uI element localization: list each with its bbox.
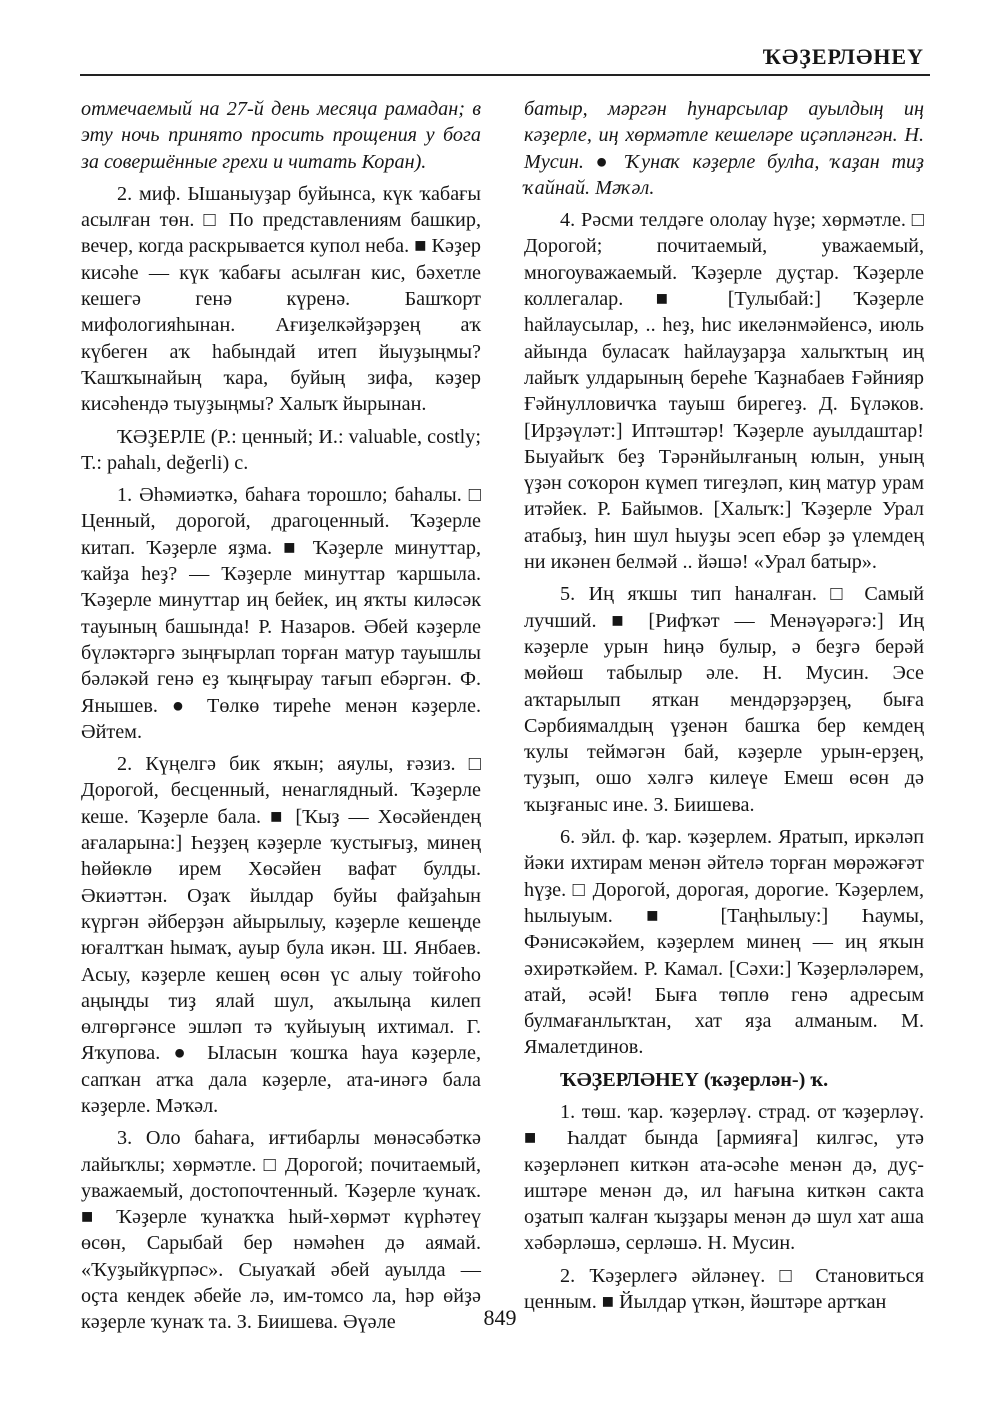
left-block-1 bbox=[81, 181, 481, 418]
right-block-5 bbox=[524, 1099, 924, 1257]
page-number: 849 bbox=[483, 1305, 517, 1330]
left-block-5-text: 3. Оло баһаға, иғтибарлы мөнәсәбәткә лайыҡлы; хөрмәтле. □ Дорогой; почитаемый, уважаемый, достопочтенный. Ҡәҙерле ҡунаҡ. ■ Ҡәҙерле ҡунаҡҡа һый-хөрмәт күрһәтеү өсөн, Сарыбай бер нәмәһен дә аямай. «Ҡуҙыйкүрпәс». Сыуаҡай әбей ауылда — оҫта кендек әбейе лә, им-томсо ла, һәр өйҙә кәҙерле ҡунаҡ та. З. Биишева. Әүәле bbox=[81, 1127, 481, 1334]
left-block-2 bbox=[81, 424, 481, 477]
left-block-0 bbox=[81, 96, 481, 175]
right-block-3 bbox=[524, 824, 924, 1061]
right-block-0 bbox=[524, 96, 924, 201]
left-block-3-text: 1. Әһәмиәткә, баһаға торошло; баһалы. □ Ценный, дорогой, драгоценный. Ҡәҙерле китап. Ҡәҙерле яҙма. ■ Ҡәҙерле минуттар, ҡайҙа һеҙ? — Ҡәҙерле минуттар ҡаршыла. Ҡәҙерле минуттар иң бейек, иң яҡты киләсәк тауының башында! Р. Назаров. Әбей кәҙерле бүләктәргә зыңғырлап торған матур тауышлы бәләкәй генә еҙ ҡыңғырау тағып ебәргән. Ф. Янышев. ● Төлкө тиреһе менән кәҙерле. Әйтем. bbox=[81, 484, 481, 743]
left-block-2-text: ҠӘҘЕРЛЕ (Р.: ценный; И.: valuable, costly; Т.: pahalı, değerli) с. bbox=[81, 425, 481, 474]
left-block-3 bbox=[81, 482, 481, 745]
right-column bbox=[524, 96, 924, 1315]
right-block-1-text: 4. Рәсми телдәге ололау һүҙе; хөрмәтле. □ Дорогой; почитаемый, уважаемый, многоуважаемый. Ҡәҙерле дуҫтар. Ҡәҙерле коллегалар. ■ [Тулыбай:] Ҡәҙерле һайлаусылар, .. һеҙ, һис икеләнмәйенсә, июль айында буласаҡ һайлауҙарҙа халыҡтың иң лайыҡ улдарының береһе Ҡаҙнабаев Ғәйнияр Ғәйнулловичҡа тауыш бирегеҙ. Д. Бүләков. [Ирҙәүләт:] Иптәштәр! Ҡәҙерле ауылдаштар! Быуайыҡ беҙ Тәрәнйылғаның юлын, уның үҙән соҡорон күмеп тигеҙләп, киң матур урам итәйек. Р. Байымов. [Халыҡ:] Ҡәҙерле Урал атабыҙ, һин шул һыуҙы эсеп ебәр ҙә үлемдең ни икәнен белмәй .. йәшә! «Урал батыр». bbox=[524, 209, 924, 574]
left-block-4 bbox=[81, 751, 481, 1119]
right-block-3-text: 6. эйл. ф. ҡар. ҡәҙерлем. Яратып, иркәләп йәки ихтирам менән әйтелә торған мөрәжәғәт һүҙе. □ Дорогой, дорогая, дорогие. Ҡәҙерлем, һылыуым. ■ [Таңһылыу:] Һаумы, Фәнисәкәйем, кәҙерлем минең — иң яҡын әхирәткәйем. Р. Камал. [Сәхи:] Ҡәҙерләләрем, атай, әсәй! Быға төплө генә адресым булмағанлыҡтан, хат яҙа алманым. М. Ямалетдинов. bbox=[524, 826, 924, 1059]
right-block-2 bbox=[524, 581, 924, 818]
right-block-2-text: 5. Иң яҡшы тип һаналған. □ Самый лучший. ■ [Рифҡәт — Менәүәрәгә:] Иң кәҙерле урын һиңә булыр, ә беҙгә берәй мөйөш табылыр әле. Н. Мусин. Эсе аҡтарылып яткан мендәрҙәрҙең, быға Сәрбиямалдың үҙенән башҡа бер кемдең ҡулы теймәгән бай, кәҙерле урын-ерҙең, туҙып, ошо хәлгә килеүе Емеш өсөн дә ҡыҙғаныс ине. З. Биишева. bbox=[524, 583, 924, 816]
left-column bbox=[81, 96, 481, 1336]
running-header bbox=[80, 40, 930, 76]
right-block-1 bbox=[524, 207, 924, 575]
right-block-5-text: 1. төш. ҡар. ҡәҙерләү. страд. от ҡәҙерләү. ■ Һалдат бында [армияға] килгәс, утә кәҙерләнеп киткән ата-әсәһе менән дә, дуҫ-иштәре менән дә, ил һағына киткән сакта оҙатып ҡалған ҡыҙҙары менән дә шул хат аша хәбәрләшә, серләшә. Н. Мусин. bbox=[524, 1100, 924, 1255]
left-block-4-text: 2. Күңелгә бик яҡын; аяулы, ғәзиз. □ Дорогой, бесценный, ненаглядный. Ҡәҙерле кеше. Ҡәҙерле бала. ■ [Ҡыҙ — Хөсәйендең ағаларына:] Һеҙҙең кәҙерле ҡустығыҙ, минең һөйөклө ирем Хөсәйен вафат булды. Әкиәттән. Оҙаҡ йылдар буйы файҙаһын күргән әйберҙән айырылыу, кәҙерле кешеңде юғалтҡан һымаҡ, ауыр була икән. Ш. Янбаев. Асыу, кәҙерле кешең өсөн үс алыу тойғоһо аңыңды тиҙ ялай шул, аҡылыңа килеп өлгөргәнсе эшләп тә ҡуйыуың ихтимал. Г. Яҡупова. ● Ыласын ҡошҡа һауа кәҙерле, сапҡан атҡа дала кәҙерле, ата-инәгә бала кәҙерле. Мәҡәл. bbox=[81, 753, 481, 1117]
right-block-0-text: батыр, мәргән һунарсылар ауылдың иң кәҙерле, иң хөрмәтле кешеләре иҫәпләнгән. Н. Мусин. ● Ҡунаҡ кәҙерле булһа, ҡаҙан тиҙ ҡайнай. Мәҡәл. bbox=[524, 98, 924, 199]
header-headword: ҠӘҘЕРЛӘНЕҮ bbox=[762, 44, 924, 69]
right-block-6-text: 2. Ҡәҙерлегә әйләнеү. □ Становиться ценным. ■ Йылдар үткән, йәштәре артҡан bbox=[524, 1264, 924, 1314]
right-block-4-text: ҠӘҘЕРЛӘНЕҮ (ҡәҙерлән-) ҡ. bbox=[560, 1068, 829, 1091]
left-block-0-text: отмечаемый на 27-й день месяца рамадан; в эту ночь принято просить прощения у бога за совершённые грехи и читать Коран). bbox=[81, 98, 481, 173]
left-block-1-text: 2. миф. Ышаныуҙар буйынса, күк ҡабағы асылған төн. □ По представлениям башкир, вечер, когда раскрывается купол неба. ■ Кәҙер кисәһе — күк ҡабағы асылған кис, бәхетле кешегә генә күренә. Башҡорт мифологияһынан. Ағиҙелкәйҙәрҙең аҡ күбеген аҡ һабындай итеп йыуҙыңмы? Ҡашҡынайың ҡара, буйың зифа, кәҙер кисәһендә тыуҙыңмы? Халыҡ йырынан. bbox=[81, 182, 481, 416]
right-block-4 bbox=[524, 1067, 924, 1093]
